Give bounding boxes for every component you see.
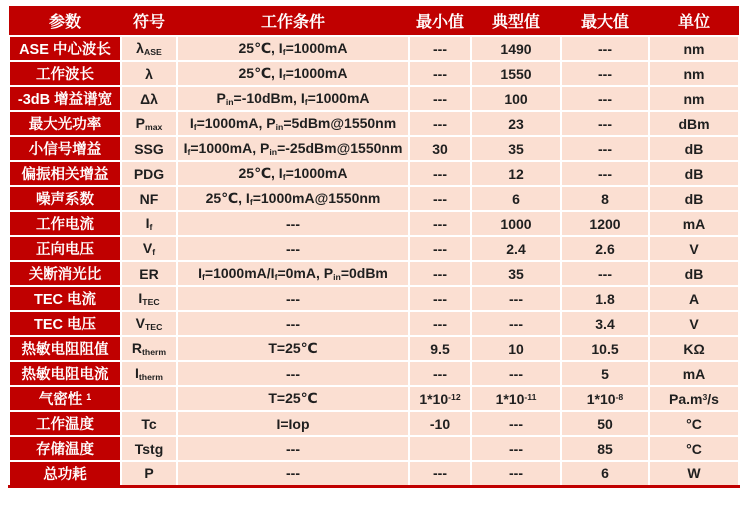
condition-cell: 25℃, $I_f=1000mA$ — [177, 161, 409, 186]
symbol-cell: NF — [121, 186, 177, 211]
max-value-cell: --- — [561, 261, 649, 286]
min-value-cell: --- — [409, 211, 471, 236]
unit-cell: nm — [649, 36, 739, 61]
param-cell: 偏振相关增益 — [9, 161, 121, 186]
condition-cell: $I_f=1000mA$, $P_{in}=5dBm@1550nm$ — [177, 111, 409, 136]
table-row — [9, 336, 739, 361]
condition-cell: 25℃, $I_f=1000mA$ — [177, 61, 409, 86]
unit-cell: A — [649, 286, 739, 311]
typ-value-cell: $1*10^{-11}$ — [471, 386, 561, 411]
table-row — [9, 111, 739, 136]
symbol-cell: $R_{therm}$ — [121, 336, 177, 361]
param-cell: -3dB 增益谱宽 — [9, 86, 121, 111]
unit-cell: nm — [649, 86, 739, 111]
condition-cell: --- — [177, 361, 409, 386]
table-row — [9, 61, 739, 86]
unit-cell: dB — [649, 186, 739, 211]
min-value-cell: $1*10^{-12}$ — [409, 386, 471, 411]
symbol-cell: P — [121, 461, 177, 486]
condition-cell: T=25℃ — [177, 386, 409, 411]
symbol-cell: $I_{therm}$ — [121, 361, 177, 386]
min-value-cell: --- — [409, 311, 471, 336]
min-value-cell: 30 — [409, 136, 471, 161]
param-cell: 正向电压 — [9, 236, 121, 261]
symbol-cell — [121, 386, 177, 411]
max-value-cell: 8 — [561, 186, 649, 211]
param-cell: ASE 中心波长 — [9, 36, 121, 61]
unit-cell: dBm — [649, 111, 739, 136]
table-row — [9, 461, 739, 486]
symbol-cell: $V_f$ — [121, 236, 177, 261]
col-header-condition: 工作条件 — [177, 6, 409, 36]
symbol-cell: $P_{max}$ — [121, 111, 177, 136]
min-value-cell: --- — [409, 236, 471, 261]
max-value-cell: 50 — [561, 411, 649, 436]
min-value-cell: --- — [409, 111, 471, 136]
condition-cell: --- — [177, 436, 409, 461]
condition-cell: 25℃, $I_f=1000mA$ — [177, 36, 409, 61]
max-value-cell: $1*10^{-8}$ — [561, 386, 649, 411]
param-cell: 最大光功率 — [9, 111, 121, 136]
typ-value-cell: 35 — [471, 136, 561, 161]
unit-cell: dB — [649, 136, 739, 161]
header-row — [9, 6, 739, 36]
param-cell: 热敏电阻阻值 — [9, 336, 121, 361]
condition-cell: 25℃, $I_f=1000mA@1550nm$ — [177, 186, 409, 211]
typ-value-cell: 35 — [471, 261, 561, 286]
param-cell: 噪声系数 — [9, 186, 121, 211]
max-value-cell: 5 — [561, 361, 649, 386]
max-value-cell: --- — [561, 86, 649, 111]
table-row — [9, 411, 739, 436]
table-row — [9, 261, 739, 286]
table-row — [9, 211, 739, 236]
table-row — [9, 86, 739, 111]
typ-value-cell: --- — [471, 361, 561, 386]
symbol-cell: Δλ — [121, 86, 177, 111]
table-row — [9, 161, 739, 186]
min-value-cell: --- — [409, 61, 471, 86]
typ-value-cell: --- — [471, 461, 561, 486]
col-header-param: 参数 — [9, 6, 121, 36]
unit-cell: dB — [649, 261, 739, 286]
table-row — [9, 36, 739, 61]
param-cell: 关断消光比 — [9, 261, 121, 286]
max-value-cell: --- — [561, 161, 649, 186]
typ-value-cell: 12 — [471, 161, 561, 186]
table-row — [9, 286, 739, 311]
table-row — [9, 311, 739, 336]
condition-cell: $I_f=1000mA$, $P_{in}=-25dBm@1550nm$ — [177, 136, 409, 161]
min-value-cell: --- — [409, 461, 471, 486]
spec-table-header — [9, 6, 739, 36]
min-value-cell — [409, 436, 471, 461]
min-value-cell: 9.5 — [409, 336, 471, 361]
unit-cell: V — [649, 311, 739, 336]
col-header-typical: 典型值 — [471, 6, 561, 36]
max-value-cell: 85 — [561, 436, 649, 461]
param-cell: 存储温度 — [9, 436, 121, 461]
table-row — [9, 236, 739, 261]
unit-cell: $Pa.m^3/s$ — [649, 386, 739, 411]
symbol-cell: PDG — [121, 161, 177, 186]
min-value-cell: --- — [409, 361, 471, 386]
unit-cell: °C — [649, 411, 739, 436]
symbol-cell: $\lambda_{ASE}$ — [121, 36, 177, 61]
min-value-cell: --- — [409, 36, 471, 61]
table-row — [9, 361, 739, 386]
min-value-cell: --- — [409, 161, 471, 186]
max-value-cell: 2.6 — [561, 236, 649, 261]
typ-value-cell: 1000 — [471, 211, 561, 236]
max-value-cell: --- — [561, 61, 649, 86]
typ-value-cell: 6 — [471, 186, 561, 211]
min-value-cell: -10 — [409, 411, 471, 436]
param-cell: 工作波长 — [9, 61, 121, 86]
min-value-cell: --- — [409, 286, 471, 311]
symbol-cell: $I_f$ — [121, 211, 177, 236]
param-cell: 热敏电阻电流 — [9, 361, 121, 386]
min-value-cell: --- — [409, 86, 471, 111]
param-cell: 小信号增益 — [9, 136, 121, 161]
col-header-min: 最小值 — [409, 6, 471, 36]
param-cell: 工作温度 — [9, 411, 121, 436]
max-value-cell: --- — [561, 136, 649, 161]
param-cell: 工作电流 — [9, 211, 121, 236]
symbol-cell: Tstg — [121, 436, 177, 461]
condition-cell: --- — [177, 286, 409, 311]
condition-cell: I=Iop — [177, 411, 409, 436]
unit-cell: V — [649, 236, 739, 261]
param-cell: TEC 电流 — [9, 286, 121, 311]
max-value-cell: 6 — [561, 461, 649, 486]
condition-cell: --- — [177, 211, 409, 236]
unit-cell: dB — [649, 161, 739, 186]
typ-value-cell: 10 — [471, 336, 561, 361]
condition-cell: --- — [177, 236, 409, 261]
unit-cell: W — [649, 461, 739, 486]
typ-value-cell: 1490 — [471, 36, 561, 61]
unit-cell: mA — [649, 361, 739, 386]
max-value-cell: 3.4 — [561, 311, 649, 336]
condition-cell: T=25℃ — [177, 336, 409, 361]
typ-value-cell: 23 — [471, 111, 561, 136]
param-cell: 气密性 $^1$ — [9, 386, 121, 411]
condition-cell: $P_{in}=-10dBm$, $I_f=1000mA$ — [177, 86, 409, 111]
symbol-cell: SSG — [121, 136, 177, 161]
max-value-cell: 10.5 — [561, 336, 649, 361]
symbol-cell: $I_{TEC}$ — [121, 286, 177, 311]
typ-value-cell: --- — [471, 436, 561, 461]
table-row — [9, 186, 739, 211]
table-row — [9, 386, 739, 411]
symbol-cell: $V_{TEC}$ — [121, 311, 177, 336]
col-header-unit: 单位 — [649, 6, 739, 36]
typ-value-cell: 100 — [471, 86, 561, 111]
symbol-cell: Tc — [121, 411, 177, 436]
typ-value-cell: --- — [471, 311, 561, 336]
unit-cell: °C — [649, 436, 739, 461]
max-value-cell: 1.8 — [561, 286, 649, 311]
typ-value-cell: 1550 — [471, 61, 561, 86]
symbol-cell: λ — [121, 61, 177, 86]
spec-table — [8, 6, 740, 488]
col-header-max: 最大值 — [561, 6, 649, 36]
max-value-cell: 1200 — [561, 211, 649, 236]
condition-cell: --- — [177, 311, 409, 336]
table-row — [9, 136, 739, 161]
unit-cell: mA — [649, 211, 739, 236]
condition-cell: $I_f=1000mA/I_f=0mA$, $P_{in}=0dBm$ — [177, 261, 409, 286]
max-value-cell: --- — [561, 111, 649, 136]
unit-cell: KΩ — [649, 336, 739, 361]
unit-cell: nm — [649, 61, 739, 86]
table-row — [9, 436, 739, 461]
min-value-cell: --- — [409, 186, 471, 211]
symbol-cell: ER — [121, 261, 177, 286]
min-value-cell: --- — [409, 261, 471, 286]
table-body — [9, 36, 739, 486]
typ-value-cell: --- — [471, 286, 561, 311]
typ-value-cell: 2.4 — [471, 236, 561, 261]
max-value-cell: --- — [561, 36, 649, 61]
param-cell: TEC 电压 — [9, 311, 121, 336]
condition-cell: --- — [177, 461, 409, 486]
param-cell: 总功耗 — [9, 461, 121, 486]
typ-value-cell: --- — [471, 411, 561, 436]
col-header-symbol: 符号 — [121, 6, 177, 36]
